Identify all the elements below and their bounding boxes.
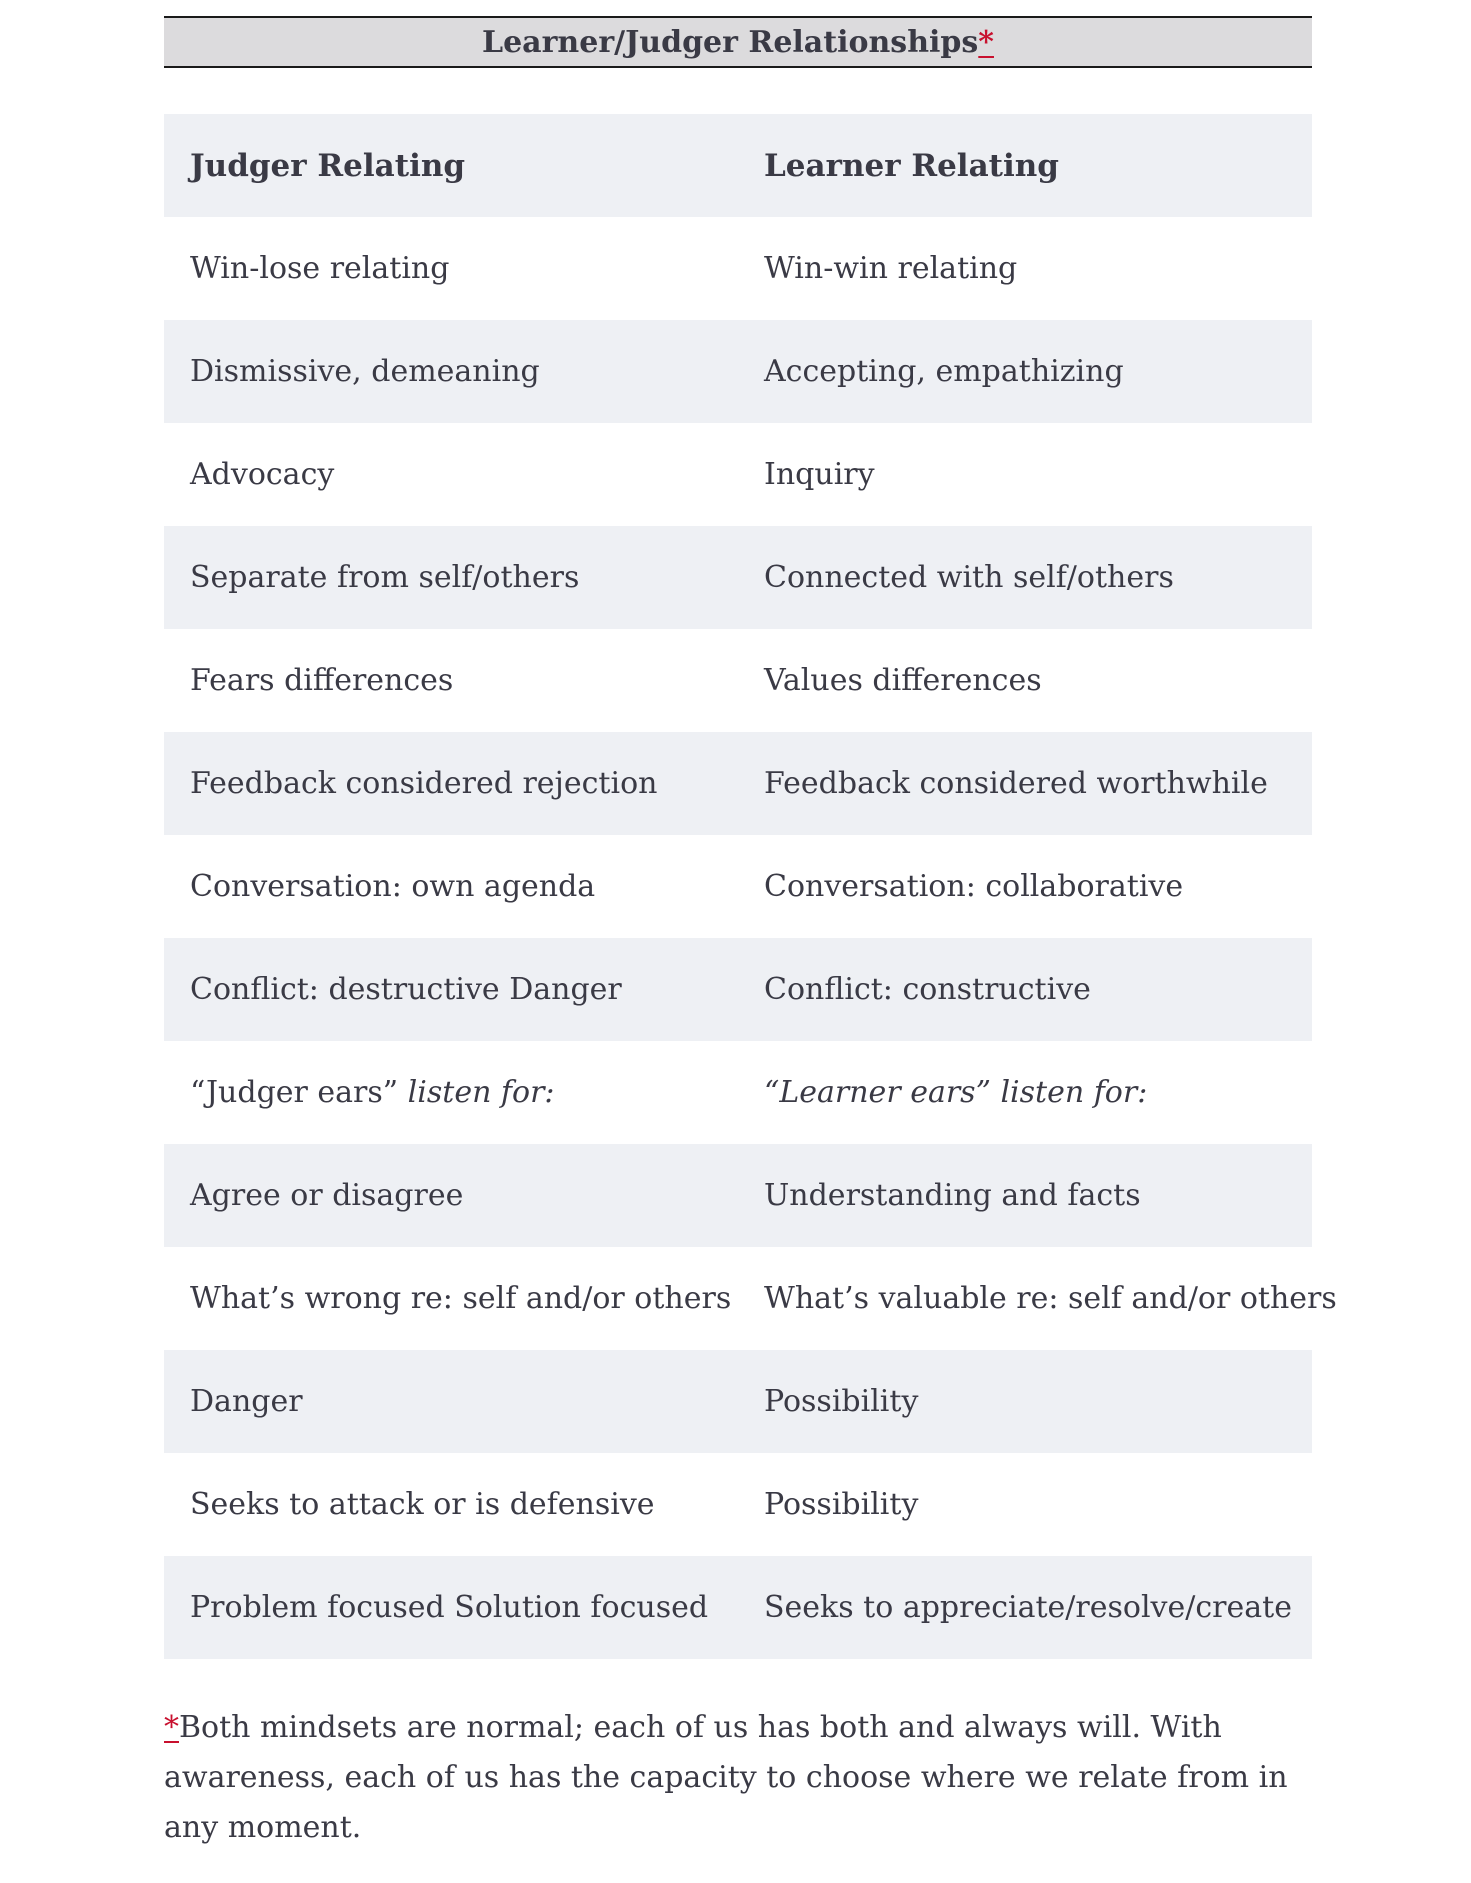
article-content <box>164 16 1337 1883</box>
judger-cell: What’s wrong re: self and/or others <box>190 1281 732 1316</box>
learner-cell: Win-win relating <box>764 251 1018 286</box>
learner-cell: Feedback considered worthwhile <box>764 766 1268 801</box>
judger-ears-listen: listen for: <box>407 1075 555 1110</box>
judger-cell: Dismissive, demeaning <box>190 354 540 389</box>
table-row <box>164 217 1312 320</box>
table-row <box>164 1144 1312 1247</box>
learner-cell: Possibility <box>764 1384 919 1419</box>
title-footnote-link[interactable]: * <box>978 24 994 60</box>
judger-cell: Problem focused Solution focused <box>190 1590 709 1625</box>
header-judger-relating: Judger Relating <box>190 147 466 184</box>
table-row <box>164 938 1312 1041</box>
table-row <box>164 835 1312 938</box>
learner-cell: Seeks to appreciate/resolve/create <box>764 1590 1292 1625</box>
judger-cell: Separate from self/others <box>190 560 580 595</box>
table-row <box>164 1350 1312 1453</box>
table-row <box>164 1247 1312 1350</box>
header-learner-relating: Learner Relating <box>764 147 1059 184</box>
table-title: Learner/Judger Relationships <box>482 24 979 60</box>
judger-cell: Agree or disagree <box>190 1178 464 1213</box>
table-row <box>164 732 1312 835</box>
footnote-backlink[interactable]: * <box>164 1710 179 1745</box>
table-row <box>164 526 1312 629</box>
table-row <box>164 1556 1312 1659</box>
footnote-paragraph <box>164 1703 1312 1853</box>
judger-cell: Win-lose relating <box>190 251 450 286</box>
learner-cell: Values differences <box>764 663 1042 698</box>
table-row-ears <box>164 1041 1312 1144</box>
table-title-bar <box>164 16 1312 68</box>
learner-cell: Accepting, empathizing <box>764 354 1124 389</box>
judger-cell: Conversation: own agenda <box>190 869 596 904</box>
table-row <box>164 629 1312 732</box>
learner-cell: Understanding and facts <box>764 1178 1141 1213</box>
learner-ears-cell <box>738 1041 1312 1144</box>
judger-cell: Seeks to attack or is defensive <box>190 1487 655 1522</box>
judger-ears-cell <box>164 1041 738 1144</box>
table-header-row <box>164 114 1312 217</box>
learner-ears-listen: “Learner ears” listen for: <box>764 1075 1148 1110</box>
learner-cell: What’s valuable re: self and/or others <box>764 1281 1337 1316</box>
table-row <box>164 320 1312 423</box>
judger-ears-quote: “Judger ears” <box>190 1075 399 1110</box>
judger-cell: Fears differences <box>190 663 454 698</box>
table-row <box>164 1453 1312 1556</box>
learner-cell: Conflict: constructive <box>764 972 1091 1007</box>
footnote-text: Both mindsets are normal; each of us has both and always will. With awareness, each of us has the capacity to choose where we relate from in any moment. <box>164 1710 1288 1845</box>
learner-cell: Possibility <box>764 1487 919 1522</box>
judger-cell: Feedback considered rejection <box>190 766 658 801</box>
relationships-table <box>164 114 1337 1659</box>
learner-cell: Inquiry <box>764 457 875 492</box>
learner-cell: Connected with self/others <box>764 560 1174 595</box>
judger-cell: Conflict: destructive Danger <box>190 972 622 1007</box>
learner-cell: Conversation: collaborative <box>764 869 1184 904</box>
judger-cell: Advocacy <box>190 457 335 492</box>
judger-cell: Danger <box>190 1384 303 1419</box>
table-row <box>164 423 1312 526</box>
